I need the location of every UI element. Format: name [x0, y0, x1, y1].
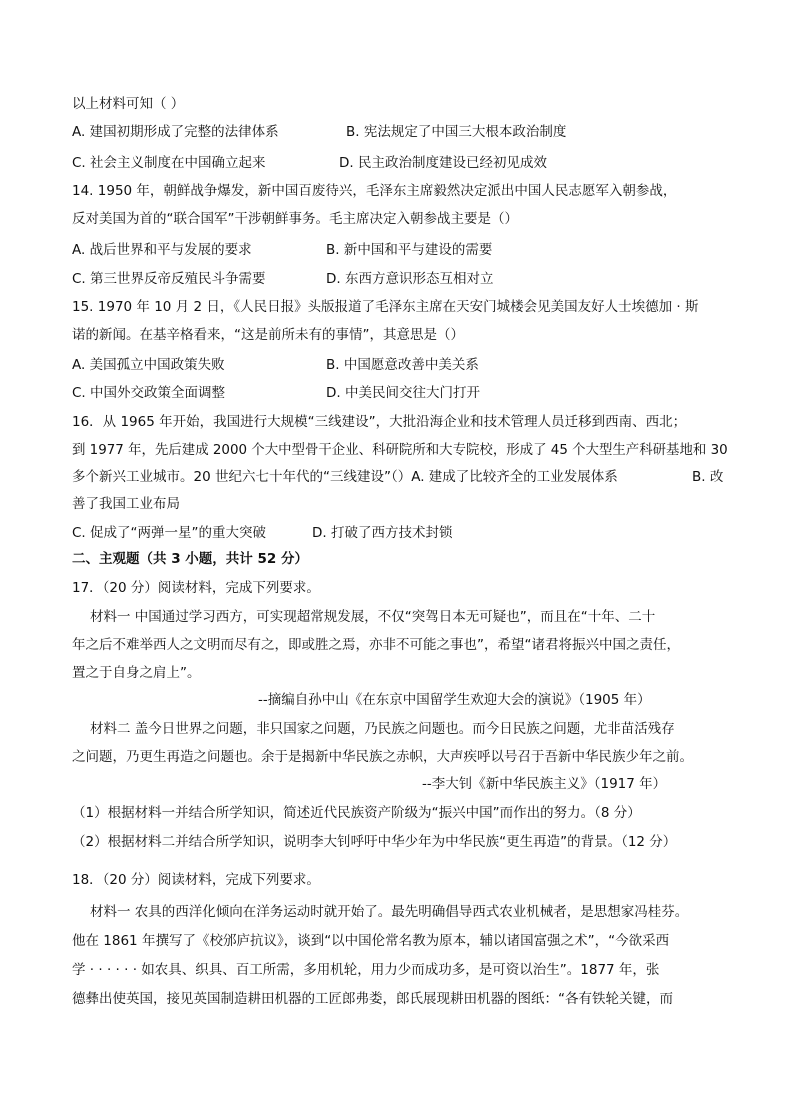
q17-subquestion-2: （2）根据材料二并结合所学知识，说明李大钊呼吁中华少年为中华民族“更生再造”的背景。（12 分）	[72, 834, 677, 850]
q17-material2-line1: 材料二 盖今日世界之问题，非只国家之问题，乃民族之问题也。而今日民族之问题，尤非苗活残存	[90, 721, 675, 737]
q13-option-a: A. 建国初期形成了完整的法律体系	[72, 124, 279, 140]
q18-material1-line3: 学 · · · · · · 如农具、织具、百工所需，多用机轮，用力少而成功多，是可资以治生”。1877 年，张	[72, 962, 660, 978]
q16-option-d: D. 打破了西方技术封锁	[312, 525, 453, 541]
q18-stem: 18．（20 分）阅读材料，完成下列要求。	[72, 872, 320, 888]
q16-stem-line4: 善了我国工业布局	[72, 496, 180, 512]
q17-subquestion-1: （1）根据材料一并结合所学知识，简述近代民族资产阶级为“振兴中国”而作出的努力。（8 分）	[72, 805, 641, 821]
q18-material1-line1: 材料一 农具的西洋化倾向在洋务运动时就开始了。最先明确倡导西式农业机械者，是思想家冯桂芬。	[90, 904, 689, 920]
q13-option-c: C. 社会主义制度在中国确立起来	[72, 155, 266, 171]
q14-option-a: A. 战后世界和平与发展的要求	[72, 242, 252, 258]
q15-option-d: D. 中美民间交往大门打开	[326, 385, 480, 401]
q17-material1-line1: 材料一 中国通过学习西方，可实现超常规发展，不仅“突驾日本无可疑也”，而且在“十年、二十	[90, 609, 656, 625]
q17-material2-line2: 之问题，乃更生再造之问题也。余于是揭新中华民族之赤帜，大声疾呼以号召于吾新中华民族少年之前。	[72, 749, 693, 765]
q16-stem-line1: 16．从 1965 年开始，我国进行大规模“三线建设”，大批沿海企业和技术管理人员迁移到西南、西北；	[72, 414, 687, 430]
q15-option-a: A. 美国孤立中国政策失败	[72, 357, 225, 373]
q15-option-c: C. 中国外交政策全面调整	[72, 385, 226, 401]
q17-material1-line2: 年之后不难举西人之文明而尽有之，即或胜之焉，亦非不可能之事也”，希望“诸君将振兴中国之责任，	[72, 637, 680, 653]
q15-stem-line1: 15. 1970 年 10 月 2 日，《人民日报》头版报道了毛泽东主席在天安门城楼会见美国友好人士埃德加 · 斯	[72, 299, 699, 315]
q14-stem-line1: 14. 1950 年，朝鲜战争爆发，新中国百废待兴，毛泽东主席毅然决定派出中国人民志愿军入朝参战，	[72, 183, 677, 199]
q18-material1-line2: 他在 1861 年撰写了《校邠庐抗议》，谈到“以中国伦常名教为原本，辅以诸国富强之术”，“今欲采西	[72, 933, 670, 949]
q16-option-b-start: B. 改	[692, 469, 724, 485]
q13-option-d: D. 民主政治制度建设已经初见成效	[339, 155, 547, 171]
q17-stem: 17．（20 分）阅读材料，完成下列要求。	[72, 580, 320, 596]
q13-option-b: B. 宪法规定了中国三大根本政治制度	[346, 124, 567, 140]
q14-stem-line2: 反对美国为首的“联合国军”干涉朝鲜事务。毛主席决定入朝参战主要是（）	[72, 211, 518, 227]
q15-option-b: B. 中国愿意改善中美关系	[326, 357, 479, 373]
q14-option-c: C. 第三世界反帝反殖民斗争需要	[72, 271, 266, 287]
q16-option-c: C. 促成了“两弹一星”的重大突破	[72, 525, 266, 541]
q17-material1-line3: 置之于自身之肩上”。	[72, 665, 201, 681]
q16-stem-line3: 多个新兴工业城市。20 世纪六七十年代的“三线建设”（）A. 建成了比较齐全的工业发展体系	[72, 469, 618, 485]
q15-stem-line2: 诺的新闻。在基辛格看来，“这是前所未有的事情”，其意思是（）	[72, 327, 464, 343]
q17-material2-source: --李大钊《新中华民族主义》（1917 年）	[422, 776, 667, 792]
q16-stem-line2: 到 1977 年，先后建成 2000 个大中型骨干企业、科研院所和大专院校，形成了 45 个大型生产科研基地和 30	[72, 442, 728, 458]
q18-material1-line4: 德彝出使英国，接见英国制造耕田机器的工匠郎弗娄，郎氏展现耕田机器的图纸：“各有铁轮关键，而	[72, 991, 673, 1007]
q14-option-b: B. 新中国和平与建设的需要	[326, 242, 493, 258]
q13-stem-tail: 以上材料可知（ ）	[72, 96, 185, 112]
q17-material1-source: --摘编自孙中山《在东京中国留学生欢迎大会的演说》（1905 年）	[258, 692, 651, 708]
section-title: 二、主观题（共 3 小题，共计 52 分）	[72, 551, 308, 567]
q14-option-d: D. 东西方意识形态互相对立	[326, 271, 494, 287]
